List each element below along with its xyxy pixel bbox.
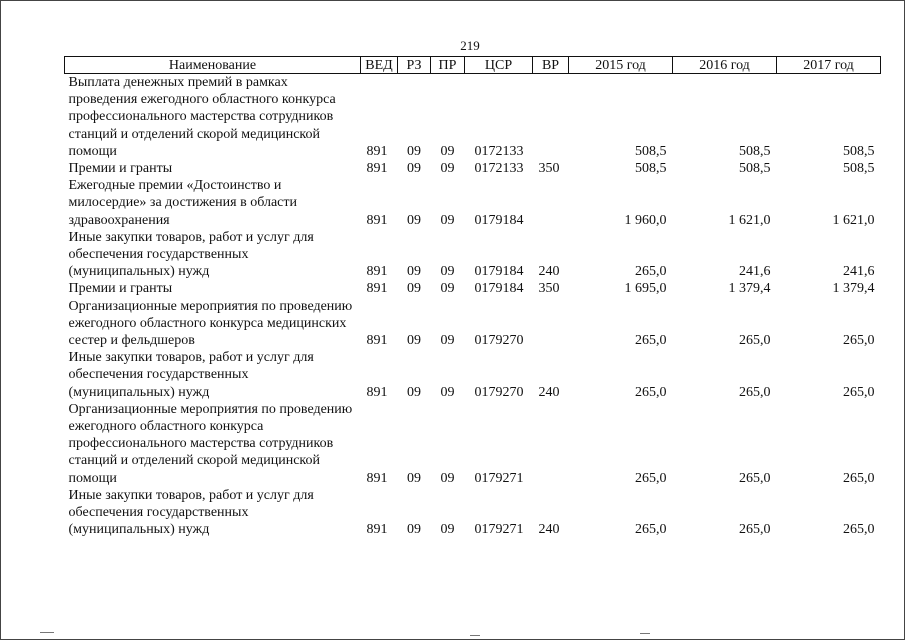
row-2015: 265,0 (635, 333, 667, 349)
header-2016: 2016 год (673, 57, 777, 74)
row-vr (533, 177, 569, 229)
row-pr: 09 (440, 470, 455, 486)
row-rz: 09 (407, 470, 421, 486)
header-rz: РЗ (398, 57, 431, 74)
row-ved: 891 (366, 333, 388, 349)
row-pr: 09 (440, 281, 455, 297)
row-2015: 508,5 (635, 143, 667, 159)
row-csr: 0172133 (474, 143, 524, 159)
header-csr: ЦСР (465, 57, 533, 74)
table-row (65, 349, 881, 401)
row-pr: 09 (440, 143, 455, 159)
row-vr (533, 401, 569, 487)
row-name: Иные закупки товаров, работ и услуг для обеспечения государственных (муниципальных) нужд (68, 229, 314, 280)
row-name: Выплата денежных премий в рамках проведения ежегодного областного конкурса профессионального мастерства сотрудников станций и отделений скорой медицинской помощи (68, 75, 336, 159)
row-vr (533, 298, 569, 350)
row-ved: 891 (366, 384, 388, 400)
row-csr: 0179270 (474, 384, 524, 400)
row-name: Организационные мероприятия по проведению ежегодного областного конкурса медицинских сестер и фельдшеров (68, 298, 353, 349)
row-rz: 09 (407, 212, 421, 228)
scan-speck (470, 635, 480, 636)
row-csr: 0179271 (474, 522, 524, 538)
header-2015: 2015 год (569, 57, 673, 74)
row-csr: 0179184 (474, 264, 524, 280)
row-2015: 265,0 (635, 522, 667, 538)
page-number: 219 (460, 38, 480, 53)
table-row (65, 229, 881, 281)
row-name: Премии и гранты (68, 161, 173, 177)
row-rz: 09 (407, 143, 421, 159)
row-vr: 350 (538, 161, 560, 177)
header-vr: ВР (533, 57, 569, 74)
row-csr: 0179270 (474, 333, 524, 349)
row-vr (533, 74, 569, 161)
row-name: Организационные мероприятия по проведению ежегодного областного конкурса профессионального мастерства сотрудников станций и отделений скорой медицинской помощи (68, 401, 353, 486)
row-vr: 240 (538, 384, 560, 400)
row-pr: 09 (440, 161, 455, 177)
row-2015: 265,0 (635, 264, 667, 280)
row-2017: 1 621,0 (832, 212, 875, 228)
row-ved: 891 (366, 264, 388, 280)
row-csr: 0179184 (474, 281, 524, 297)
row-2015: 1 960,0 (624, 212, 667, 228)
header-ved: ВЕД (361, 57, 398, 74)
header-name: Наименование (65, 57, 361, 74)
row-ved: 891 (366, 212, 388, 228)
row-2015: 265,0 (635, 470, 667, 486)
table-header-row (65, 57, 881, 74)
scan-speck (640, 633, 650, 634)
row-ved: 891 (366, 281, 388, 297)
row-2016: 508,5 (739, 143, 771, 159)
row-rz: 09 (407, 264, 421, 280)
row-2017: 241,6 (843, 264, 875, 280)
table-row (65, 298, 881, 350)
row-2017: 265,0 (843, 470, 875, 486)
scan-speck (40, 632, 54, 633)
row-name: Иные закупки товаров, работ и услуг для обеспечения государственных (муниципальных) нужд (68, 350, 314, 400)
row-ved: 891 (366, 522, 388, 538)
row-ved: 891 (366, 161, 388, 177)
table-row (65, 487, 881, 539)
row-2016: 265,0 (739, 522, 771, 538)
row-ved: 891 (366, 470, 388, 486)
row-name: Премии и гранты (68, 281, 173, 297)
row-pr: 09 (440, 212, 455, 228)
row-rz: 09 (407, 333, 421, 349)
row-2017: 508,5 (843, 143, 875, 159)
row-csr: 0172133 (474, 161, 524, 177)
row-rz: 09 (407, 522, 421, 538)
row-vr: 350 (538, 281, 560, 297)
row-vr: 240 (538, 522, 560, 538)
row-2016: 508,5 (739, 161, 771, 177)
row-pr: 09 (440, 264, 455, 280)
row-rz: 09 (407, 161, 421, 177)
row-csr: 0179271 (474, 470, 524, 486)
header-pr: ПР (431, 57, 465, 74)
row-2016: 265,0 (739, 470, 771, 486)
row-ved: 891 (366, 143, 388, 159)
table-row (65, 401, 881, 487)
row-rz: 09 (407, 384, 421, 400)
table-row (65, 280, 881, 297)
budget-table (64, 56, 881, 538)
row-2017: 265,0 (843, 333, 875, 349)
row-2017: 1 379,4 (832, 281, 875, 297)
row-2016: 265,0 (739, 333, 771, 349)
row-2015: 265,0 (635, 384, 667, 400)
row-2016: 1 621,0 (728, 212, 771, 228)
row-pr: 09 (440, 333, 455, 349)
row-vr: 240 (538, 264, 560, 280)
row-2017: 265,0 (843, 384, 875, 400)
row-2017: 265,0 (843, 522, 875, 538)
header-2017: 2017 год (777, 57, 881, 74)
table-row (65, 177, 881, 229)
row-name: Ежегодные премии «Достоинство и милосердие» за достижения в области здравоохранения (68, 178, 298, 228)
row-pr: 09 (440, 384, 455, 400)
row-name: Иные закупки товаров, работ и услуг для обеспечения государственных (муниципальных) нужд (68, 487, 314, 538)
row-2015: 1 695,0 (624, 281, 667, 297)
table-row (65, 74, 881, 161)
row-2016: 241,6 (739, 264, 771, 280)
row-2016: 1 379,4 (728, 281, 771, 297)
table-row (65, 160, 881, 177)
row-2016: 265,0 (739, 384, 771, 400)
row-csr: 0179184 (474, 212, 524, 228)
row-2015: 508,5 (635, 161, 667, 177)
row-2017: 508,5 (843, 161, 875, 177)
row-pr: 09 (440, 522, 455, 538)
row-rz: 09 (407, 281, 421, 297)
